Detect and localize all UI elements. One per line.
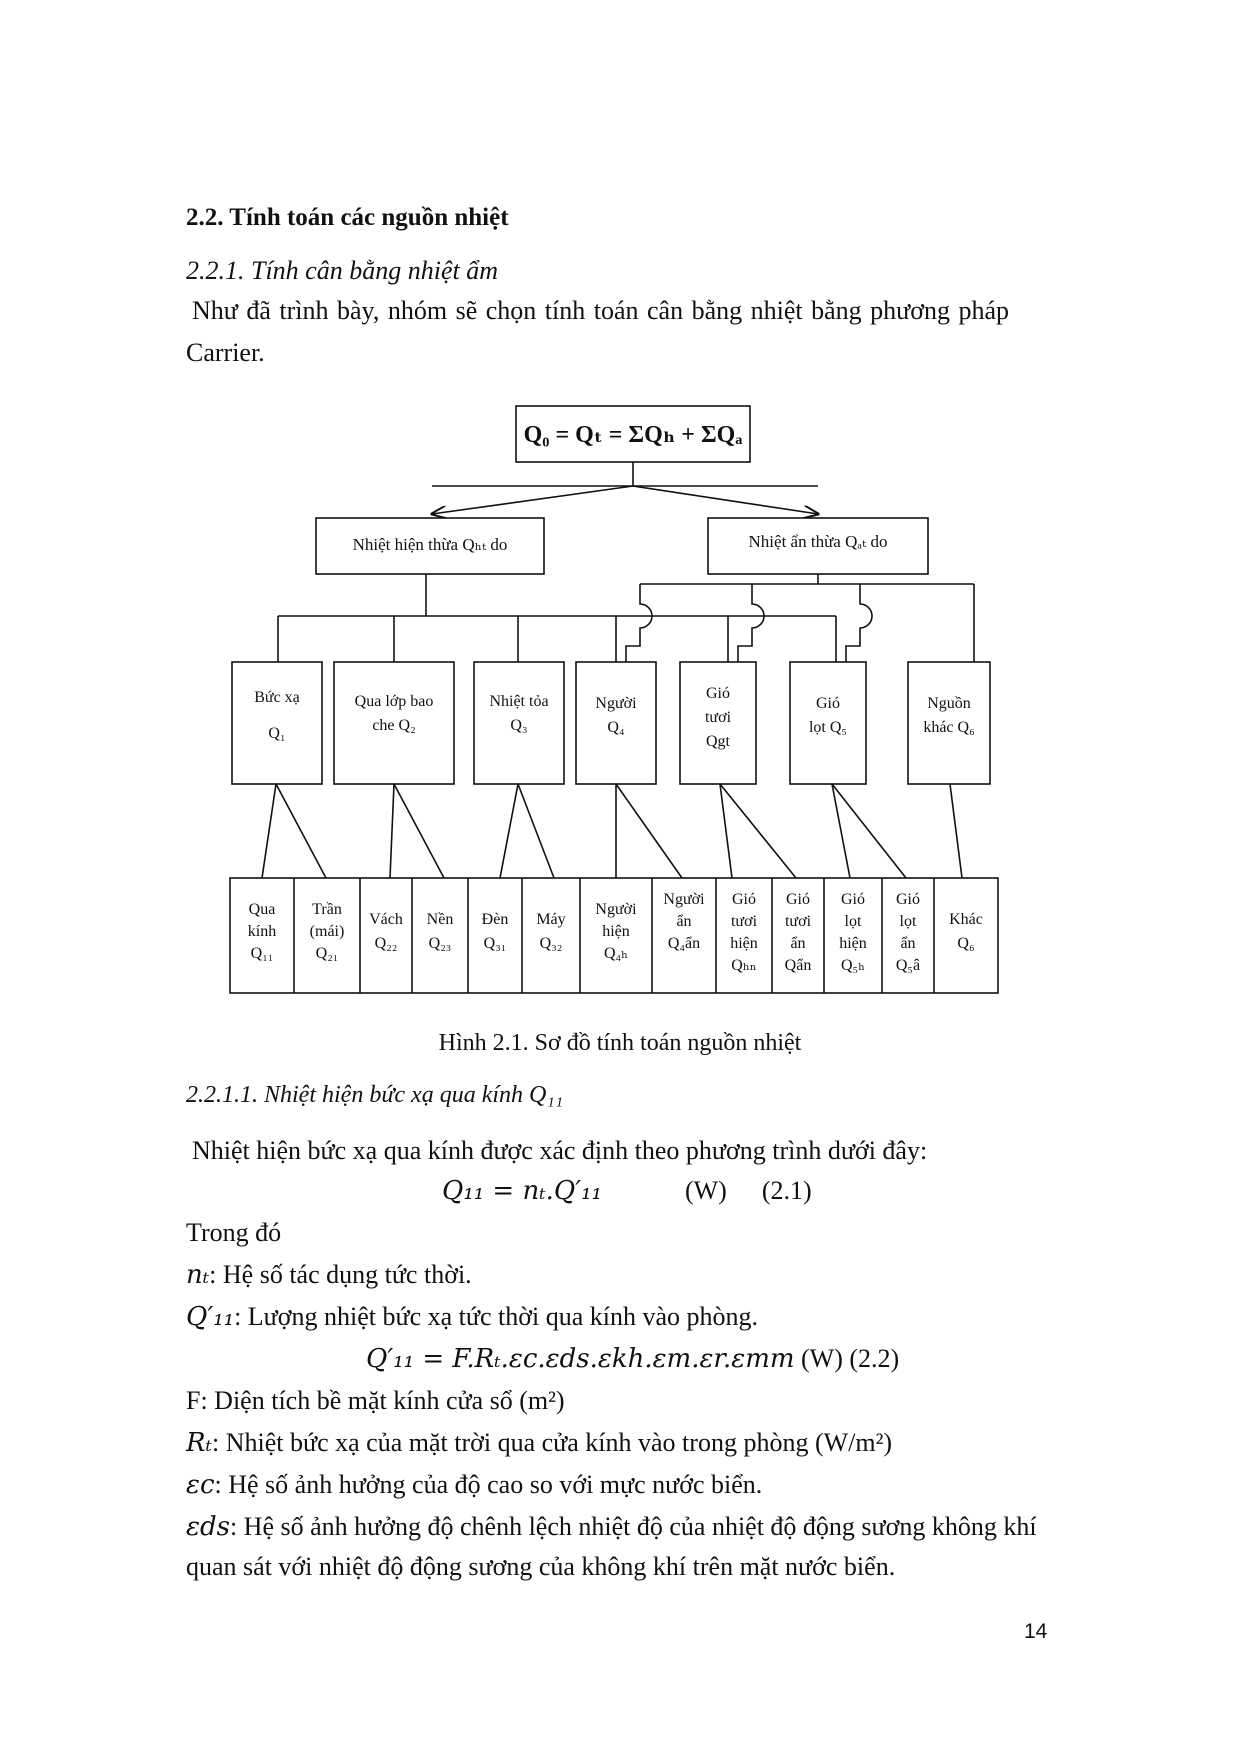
leaf-label: hiện (730, 935, 758, 952)
leaf-label: Đèn (481, 911, 509, 928)
subsubsection-heading: 2.2.1.1. Nhiệt hiện bức xạ qua kính Q₁₁ (186, 1082, 564, 1108)
leaf-label: lọt (844, 913, 862, 930)
mid-label: che Q₂ (372, 717, 416, 734)
leaf-label: Q₆ (957, 935, 975, 952)
definition-ec-text: : Hệ số ảnh hưởng của độ cao so với mực nước biển. (214, 1470, 763, 1499)
mid-label: Qgt (706, 733, 730, 750)
leaf-label: lọt (899, 913, 917, 930)
leaf-label: Gió (732, 891, 756, 908)
definition-rt-text: : Nhiệt bức xạ của mặt trời qua cửa kính vào trong phòng (W/m²) (212, 1428, 893, 1457)
leaf-label: Vách (369, 911, 403, 928)
leaf-label: (mái) (309, 923, 345, 940)
mid-label: Nhiệt tỏa (489, 693, 549, 710)
leaf-label: ẩn (676, 913, 692, 930)
definition-eds (186, 1512, 1037, 1542)
leaf-label: Q₅â (895, 957, 921, 974)
mid-label: Bức xạ (254, 689, 300, 706)
latent-branch-label: Nhiệt ẩn thừa Qₐₜ do (748, 531, 888, 551)
symbol-rt: Rₜ (186, 1428, 212, 1458)
definition-eds-line-2: quan sát với nhiệt độ động sương của không khí trên mặt nước biển. (186, 1552, 896, 1581)
symbol-q11: Q′₁₁ (186, 1302, 235, 1332)
definition-nt (186, 1260, 472, 1290)
symbol-ec: εc (186, 1470, 215, 1500)
leaf-label: ẩn (900, 935, 916, 952)
leaf-label: Q₂₂ (374, 935, 398, 952)
definition-rt (186, 1428, 892, 1458)
leaf-label: tươi (784, 913, 812, 930)
eq1-unit: (W) (684, 1176, 727, 1205)
leaf-label: hiện (839, 935, 867, 952)
definition-eds-text: : Hệ số ảnh hưởng độ chênh lệch nhiệt độ của nhiệt độ động sương không khí (229, 1512, 1037, 1541)
mid-box-buc-xa (232, 662, 322, 784)
leaf-label: tươi (730, 913, 758, 930)
leaf-label: Gió (786, 891, 810, 908)
paragraph-1: Nhiệt hiện bức xạ qua kính được xác định theo phương trình dưới đây: (192, 1136, 928, 1165)
leaf-label: Q₃₁ (483, 935, 507, 952)
symbol-eds: εds (186, 1512, 230, 1542)
mid-label: Nguồn (927, 695, 971, 712)
eq2-tail: (W) (2.2) (801, 1344, 900, 1373)
definition-nt-text: : Hệ số tác dụng tức thời. (209, 1260, 472, 1289)
leaf-label: Qua (248, 901, 276, 918)
definition-q11-text: : Lượng nhiệt bức xạ tức thời qua kính vào phòng. (234, 1302, 759, 1331)
mid-label: Gió (816, 695, 840, 712)
eq2-formula: Q′₁₁ = F.Rₜ.εc.εds.εkh.εm.εr.εmm (366, 1344, 795, 1374)
mid-label: lọt Q₅ (808, 719, 848, 736)
definition-f: F: Diện tích bề mặt kính cửa sổ (m²) (186, 1386, 565, 1415)
leaf-label: Người (595, 901, 637, 918)
sensible-branch-label: Nhiệt hiện thừa Qₕₜ do (352, 534, 508, 554)
leaf-label: Nền (426, 911, 454, 928)
leaf-label: hiện (602, 923, 630, 940)
equation-2-2 (366, 1344, 899, 1374)
leaf-label: Q₅ₕ (840, 957, 866, 974)
leaf-label: kính (247, 923, 277, 940)
leaf-label: Máy (536, 911, 566, 928)
subsection-heading: 2.2.1. Tính cân bằng nhiệt ẩm (186, 256, 498, 285)
leaf-label: Qẩn (784, 957, 812, 974)
leaf-label: Q₂₃ (428, 935, 452, 952)
mid-label: tươi (704, 709, 732, 726)
leaf-label: Q₄ẩn (667, 935, 701, 952)
intro-line-1: Như đã trình bày, nhóm sẽ chọn tính toán cân bằng nhiệt bằng phương pháp (192, 296, 1010, 325)
mid-label: Người (595, 695, 637, 712)
mid-label: Q₃ (510, 717, 528, 734)
mid-label: Gió (706, 685, 730, 702)
leaf-label: Trần (312, 901, 342, 918)
leaf-label: ẩn (790, 935, 806, 952)
eq1-number: (2.1) (761, 1176, 812, 1205)
top-formula: Q₀ = Qₜ = ΣQₕ + ΣQₐ (523, 422, 743, 448)
leaf-label: Q₃₂ (539, 935, 563, 952)
equation-2-1 (442, 1176, 812, 1206)
mid-label: Q₄ (607, 719, 625, 736)
leaf-label: Gió (896, 891, 920, 908)
leaf-label: Q₁₁ (250, 945, 274, 962)
figure-caption: Hình 2.1. Sơ đồ tính toán nguồn nhiệt (438, 1030, 802, 1056)
mid-label: Q₁ (268, 725, 286, 742)
intro-line-2: Carrier. (186, 338, 265, 367)
trong-do-label: Trong đó (186, 1218, 282, 1247)
leaf-label: Q₄ₕ (603, 945, 629, 962)
mid-label: Qua lớp bao (354, 693, 434, 710)
definition-ec (186, 1470, 762, 1500)
leaf-label: Qₕₙ (731, 957, 757, 974)
leaf-label: Gió (841, 891, 865, 908)
section-heading: 2.2. Tính toán các nguồn nhiệt (186, 204, 509, 231)
definition-q11 (186, 1302, 758, 1332)
eq1-formula: Q₁₁ = nₜ.Q′₁₁ (442, 1176, 602, 1206)
leaf-label: Khác (949, 911, 983, 928)
mid-label: khác Q₆ (923, 719, 975, 736)
symbol-nt: nₜ (186, 1260, 210, 1290)
leaf-label: Q₂₁ (315, 945, 339, 962)
leaf-label: Người (663, 891, 705, 908)
page-number: 14 (1024, 1620, 1048, 1643)
